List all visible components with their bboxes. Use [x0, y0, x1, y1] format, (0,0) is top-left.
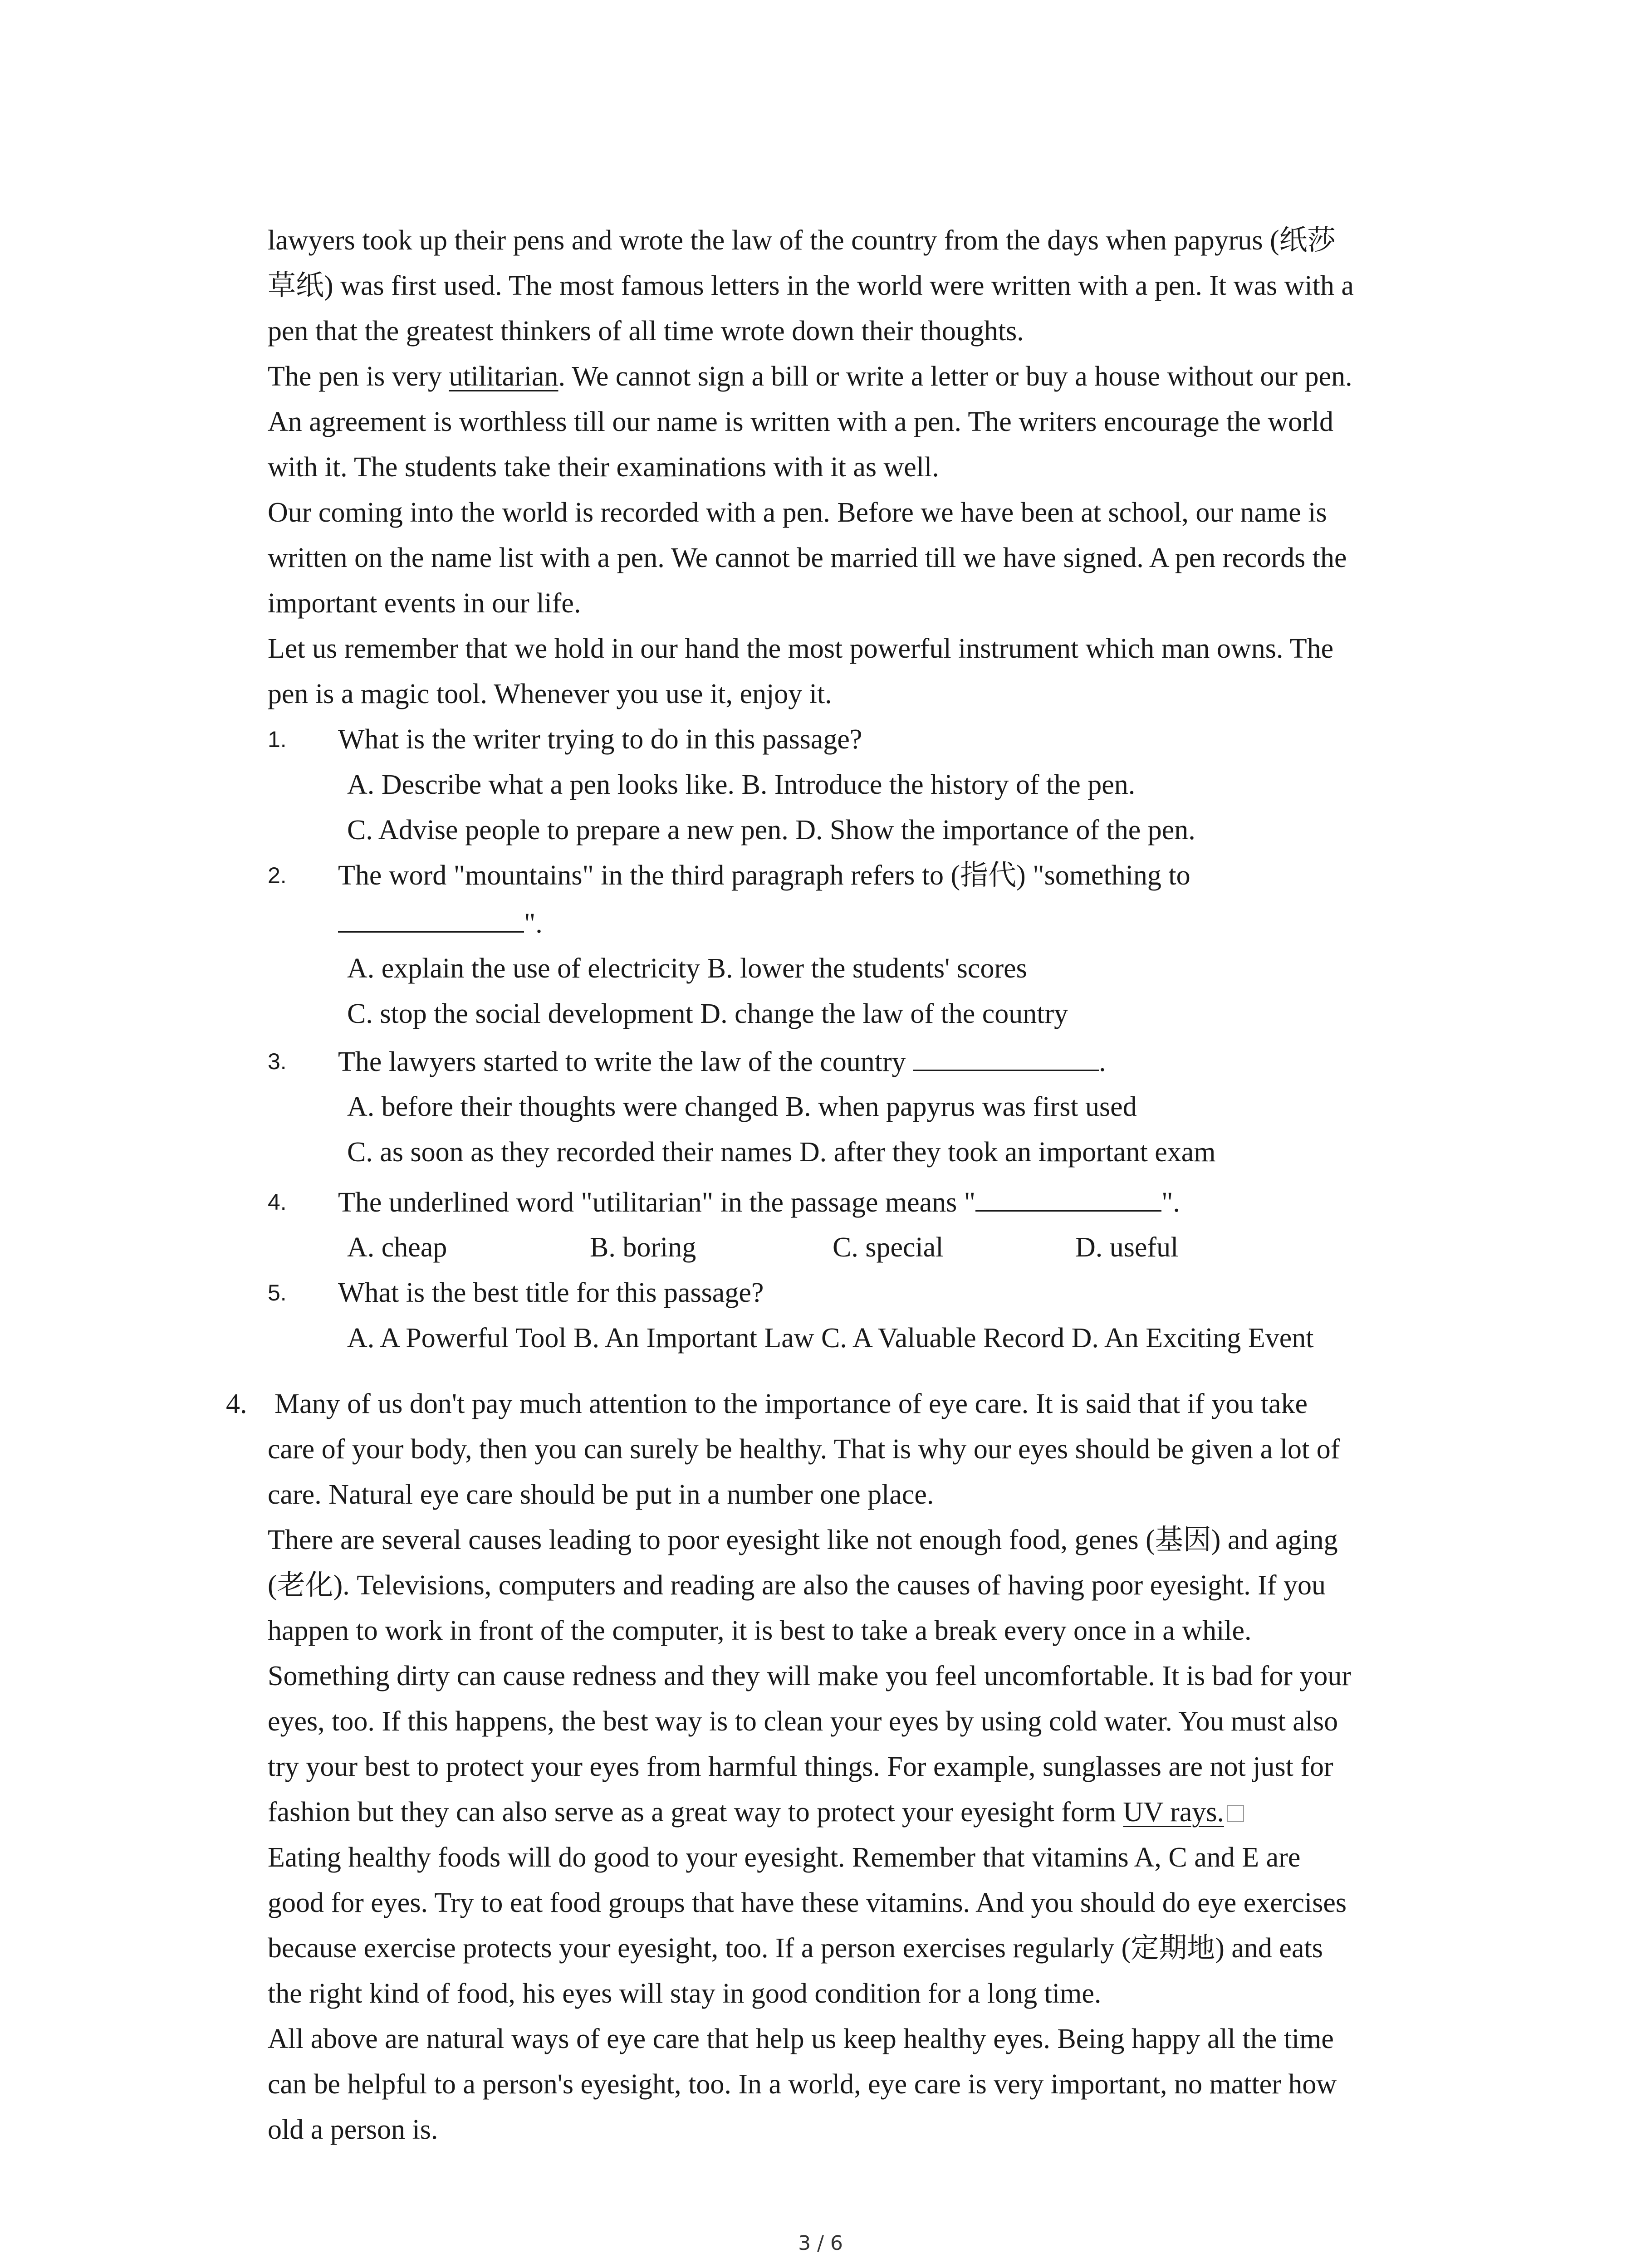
answer-blank[interactable]: [913, 1043, 1099, 1071]
answer-blank-line: [338, 905, 543, 941]
passage-line: care. Natural eye care should be put in a number one place.: [268, 1479, 934, 1510]
passage-line: happen to work in front of the computer, it is best to take a break every once in a while.: [268, 1615, 1252, 1646]
passage-line: pen is a magic tool. Whenever you use it, enjoy it.: [268, 679, 832, 709]
answer-blank[interactable]: [338, 905, 524, 933]
passage-line: eyes, too. If this happens, the best way is to clean your eyes by using cold water. You must also: [268, 1706, 1338, 1737]
text-segment: The lawyers started to write the law of the country: [338, 1046, 913, 1077]
option-b: B. boring: [590, 1232, 696, 1263]
question-options: C. as soon as they recorded their names D. after they took an important exam: [347, 1137, 1216, 1168]
passage-line: There are several causes leading to poor eyesight like not enough food, genes (基因) and aging: [268, 1525, 1338, 1555]
section-number: 4.: [226, 1388, 247, 1419]
passage-line: Many of us don't pay much attention to the importance of eye care. It is said that if you take: [274, 1388, 1308, 1419]
passage-line: can be helpful to a person's eyesight, too. In a world, eye care is very important, no matter how: [268, 2069, 1337, 2100]
passage-line: An agreement is worthless till our name is written with a pen. The writers encourage the world: [268, 406, 1334, 437]
question-text: The word "mountains" in the third paragraph refers to (指代) "something to: [338, 860, 1190, 891]
question-options: A. explain the use of electricity B. lower the students' scores: [347, 953, 1027, 984]
passage-line: Our coming into the world is recorded with a pen. Before we have been at school, our name is: [268, 497, 1327, 528]
question-number: 5.: [268, 1280, 287, 1305]
question-options: C. stop the social development D. change the law of the country: [347, 998, 1068, 1029]
text-segment: The underlined word "utilitarian" in the passage means ": [338, 1187, 976, 1218]
question-text: [338, 1043, 1106, 1080]
question-number: 1.: [268, 727, 287, 752]
passage-line: the right kind of food, his eyes will stay in good condition for a long time.: [268, 1978, 1102, 2009]
passage-line: [268, 1794, 1244, 1830]
passage-line: care of your body, then you can surely be healthy. That is why our eyes should be given a lot of: [268, 1434, 1340, 1465]
text-segment: ".: [524, 908, 543, 939]
question-options: A. A Powerful Tool B. An Important Law C. A Valuable Record D. An Exciting Event: [347, 1323, 1314, 1354]
question-text: What is the best title for this passage?: [338, 1277, 764, 1308]
question-text: What is the writer trying to do in this passage?: [338, 724, 862, 755]
placeholder-box-icon: [1227, 1805, 1244, 1822]
passage-line: written on the name list with a pen. We cannot be married till we have signed. A pen records the: [268, 543, 1347, 573]
question-text: [338, 1184, 1180, 1220]
underlined-word: utilitarian: [449, 361, 558, 392]
text-segment: . We cannot sign a bill or write a letter or buy a house without our pen.: [558, 361, 1352, 392]
passage-line: pen that the greatest thinkers of all time wrote down their thoughts.: [268, 316, 1024, 347]
underlined-phrase: UV rays.: [1123, 1797, 1224, 1828]
text-segment: ".: [1161, 1187, 1180, 1218]
page-number: 3 / 6: [798, 2232, 843, 2255]
option-d: D. useful: [1075, 1232, 1179, 1263]
passage-line: try your best to protect your eyes from harmful things. For example, sunglasses are not just for: [268, 1751, 1333, 1782]
text-segment: fashion but they can also serve as a great way to protect your eyesight form: [268, 1797, 1123, 1828]
passage-line: (老化). Televisions, computers and reading are also the causes of having poor eyesight. If you: [268, 1570, 1326, 1601]
text-segment: The pen is very: [268, 361, 449, 392]
passage-line: 草纸) was first used. The most famous letters in the world were written with a pen. It was with a: [268, 270, 1354, 301]
text-segment: .: [1099, 1046, 1106, 1077]
passage-line: All above are natural ways of eye care that help us keep healthy eyes. Being happy all the time: [268, 2024, 1334, 2054]
passage-line: lawyers took up their pens and wrote the law of the country from the days when papyrus (纸莎: [268, 225, 1336, 256]
passage-line: important events in our life.: [268, 588, 581, 619]
question-options: A. Describe what a pen looks like. B. Introduce the history of the pen.: [347, 769, 1136, 800]
passage-line: with it. The students take their examinations with it as well.: [268, 452, 939, 483]
answer-blank[interactable]: [975, 1184, 1161, 1212]
passage-line: good for eyes. Try to eat food groups that have these vitamins. And you should do eye exercises: [268, 1887, 1347, 1918]
passage-line: old a person is.: [268, 2114, 438, 2145]
passage-line: because exercise protects your eyesight, too. If a person exercises regularly (定期地) and eats: [268, 1933, 1323, 1964]
option-c: C. special: [833, 1232, 944, 1263]
question-number: 2.: [268, 863, 287, 888]
passage-line: [268, 358, 1352, 395]
passage-line: Let us remember that we hold in our hand the most powerful instrument which man owns. The: [268, 633, 1334, 664]
question-options: C. Advise people to prepare a new pen. D. Show the importance of the pen.: [347, 815, 1195, 846]
question-options: A. before their thoughts were changed B. when papyrus was first used: [347, 1091, 1137, 1122]
option-a: A. cheap: [347, 1232, 447, 1263]
question-number: 3.: [268, 1049, 287, 1074]
passage-line: Eating healthy foods will do good to your eyesight. Remember that vitamins A, C and E are: [268, 1842, 1301, 1873]
passage-line: Something dirty can cause redness and they will make you feel uncomfortable. It is bad for your: [268, 1661, 1352, 1691]
question-number: 4.: [268, 1189, 287, 1215]
